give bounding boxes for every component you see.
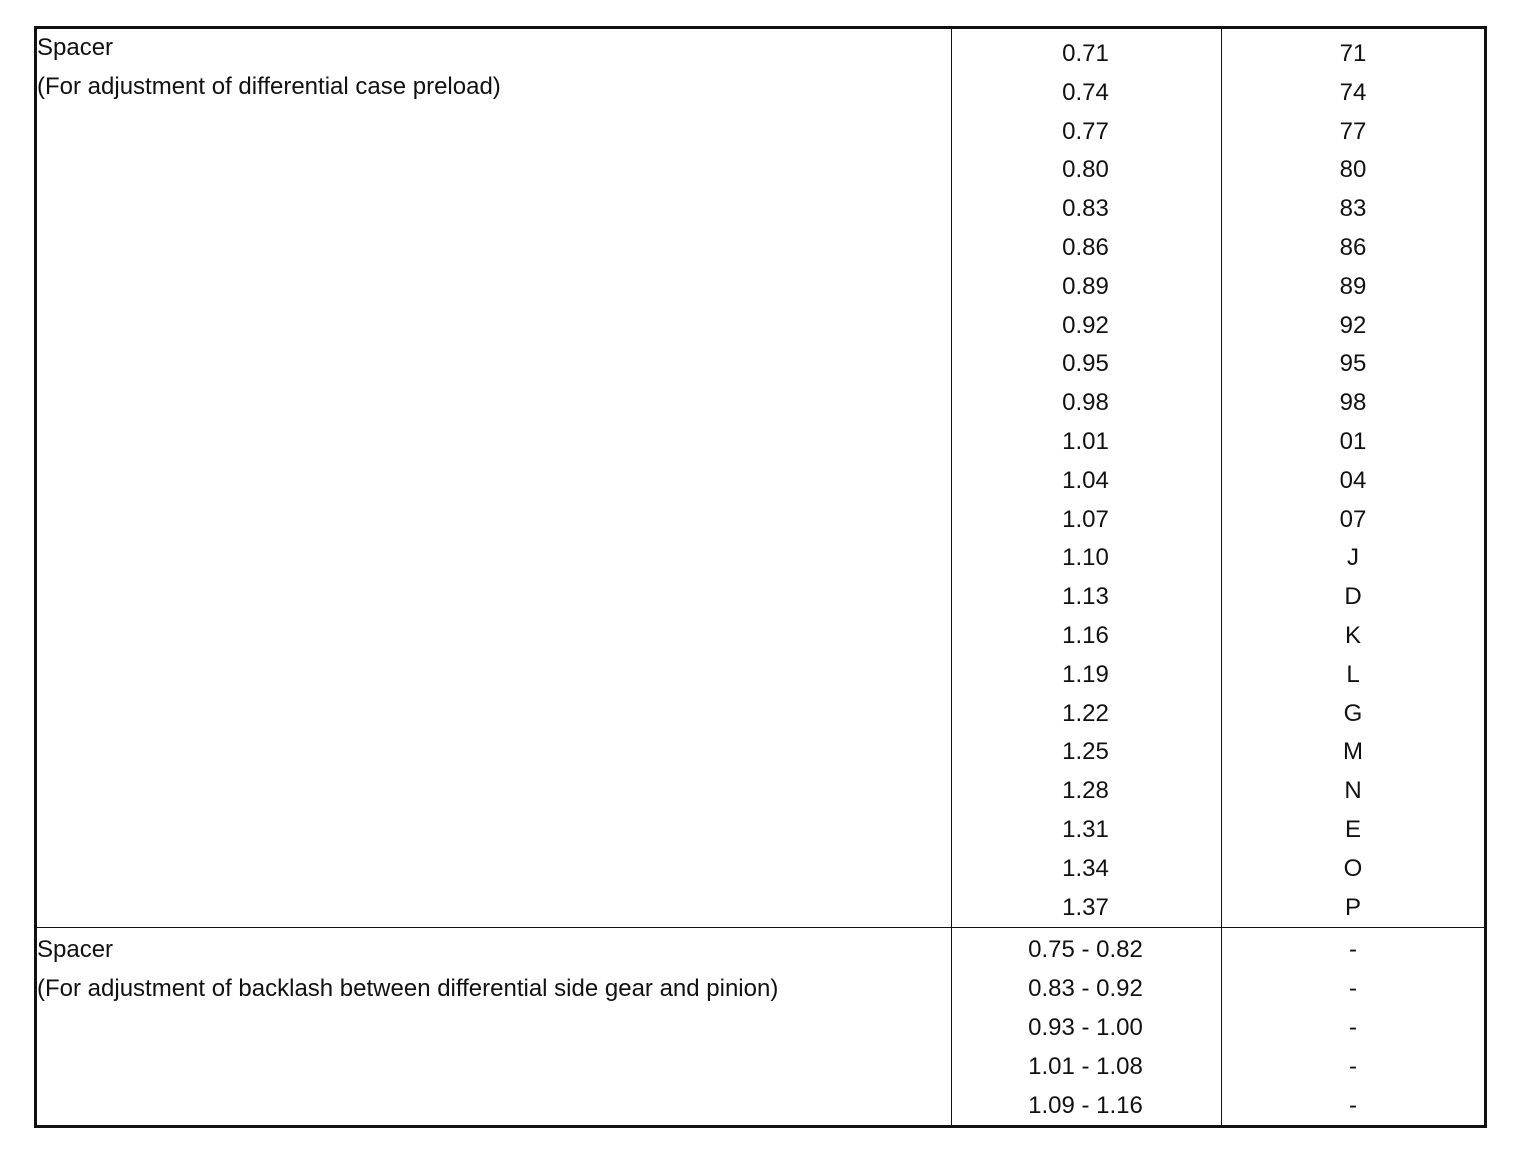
thickness-value: 0.71 <box>1062 40 1109 67</box>
thickness-value: 1.19 <box>1062 660 1109 688</box>
thickness-value: 1.31 <box>1062 815 1109 843</box>
thickness-value: 0.93 - 1.00 <box>1028 1013 1143 1041</box>
thickness-value: 0.89 <box>1062 272 1109 300</box>
identification-mark: - <box>1349 1052 1357 1080</box>
mark-cell <box>1222 928 1486 1127</box>
identification-mark: 80 <box>1339 156 1367 184</box>
part-cell <box>36 28 952 928</box>
identification-mark: 07 <box>1339 505 1367 533</box>
thickness-value: 0.74 <box>1062 78 1109 106</box>
spacer-spec-table <box>34 26 1487 1128</box>
thickness-value: 1.13 <box>1062 583 1109 611</box>
identification-mark: G <box>1343 699 1363 727</box>
thickness-value: 1.34 <box>1062 854 1109 882</box>
identification-mark: - <box>1349 936 1357 964</box>
identification-mark: 98 <box>1339 389 1367 417</box>
part-purpose: (For adjustment of backlash between differential side gear and pinion) <box>37 975 779 1003</box>
table-row-preload-spacer <box>36 28 1486 928</box>
thickness-value: 0.83 <box>1062 195 1109 223</box>
identification-mark: J <box>1347 544 1359 572</box>
identification-mark: - <box>1349 1013 1357 1041</box>
mark-list <box>1222 928 1484 1125</box>
thickness-cell <box>952 28 1222 928</box>
identification-mark: 92 <box>1339 311 1367 339</box>
identification-mark: 77 <box>1339 117 1367 145</box>
mark-list <box>1222 29 1484 927</box>
identification-mark: M <box>1343 738 1363 766</box>
thickness-cell <box>952 928 1222 1127</box>
thickness-value: 0.92 <box>1062 311 1109 339</box>
identification-mark: 74 <box>1339 78 1367 106</box>
thickness-value: 0.75 - 0.82 <box>1028 936 1143 964</box>
thickness-value: 0.80 <box>1062 156 1109 184</box>
identification-mark: 95 <box>1339 350 1367 378</box>
thickness-value: 0.83 - 0.92 <box>1028 975 1143 1003</box>
identification-mark: K <box>1344 621 1361 649</box>
identification-mark: E <box>1344 815 1361 843</box>
thickness-value: 1.01 <box>1062 427 1109 455</box>
identification-mark: - <box>1349 1091 1357 1119</box>
identification-mark: 83 <box>1339 195 1367 223</box>
identification-mark: 01 <box>1339 427 1367 455</box>
identification-mark: 89 <box>1339 272 1367 300</box>
thickness-value: 1.28 <box>1062 777 1109 805</box>
thickness-list <box>952 928 1221 1125</box>
thickness-value: 1.09 - 1.16 <box>1028 1091 1143 1119</box>
thickness-value: 1.07 <box>1062 505 1109 533</box>
identification-mark: P <box>1344 893 1361 921</box>
thickness-value: 1.04 <box>1062 466 1109 494</box>
identification-mark: - <box>1349 975 1357 1003</box>
thickness-value: 0.95 <box>1062 350 1109 378</box>
identification-mark: 04 <box>1339 466 1367 494</box>
part-purpose: (For adjustment of differential case preload) <box>37 72 501 100</box>
identification-mark: N <box>1344 777 1362 805</box>
thickness-value: 1.16 <box>1062 621 1109 649</box>
table-row-backlash-spacer <box>36 928 1486 1127</box>
thickness-list <box>952 29 1221 927</box>
part-cell <box>36 928 952 1127</box>
thickness-value: 1.37 <box>1062 893 1109 921</box>
thickness-value: 0.77 <box>1062 117 1109 145</box>
thickness-value: 1.10 <box>1062 544 1109 572</box>
thickness-value: 0.98 <box>1062 389 1109 417</box>
thickness-value: 1.22 <box>1062 699 1109 727</box>
identification-mark: L <box>1346 660 1360 688</box>
thickness-value: 0.86 <box>1062 233 1109 261</box>
thickness-value: 1.01 - 1.08 <box>1028 1052 1143 1080</box>
identification-mark: D <box>1344 583 1362 611</box>
identification-mark: 86 <box>1339 233 1367 261</box>
identification-mark: O <box>1343 854 1363 882</box>
mark-cell <box>1222 28 1486 928</box>
part-name: Spacer <box>37 34 114 61</box>
part-name: Spacer <box>37 936 114 964</box>
identification-mark: 71 <box>1339 40 1367 67</box>
thickness-value: 1.25 <box>1062 738 1109 766</box>
